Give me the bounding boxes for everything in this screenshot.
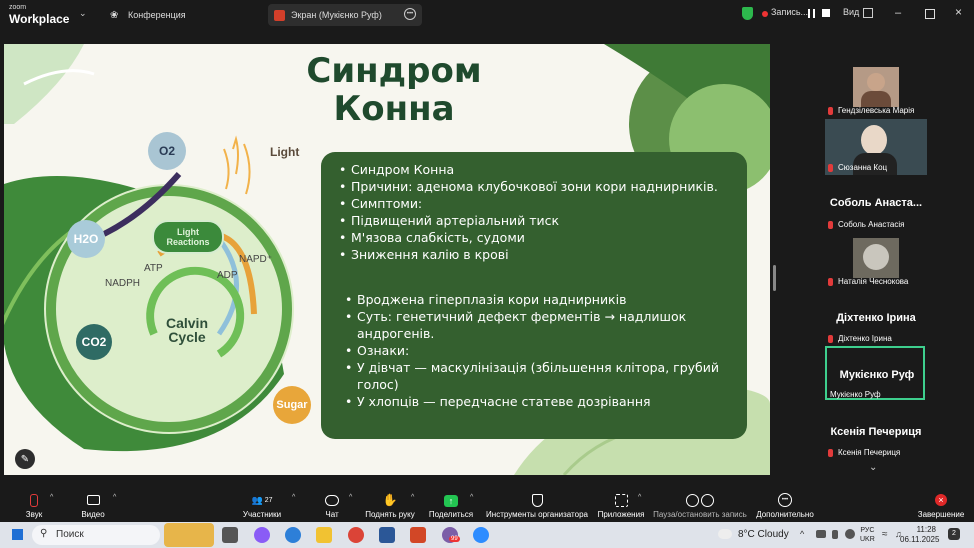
list-item: • Синдром Конна [337, 161, 737, 178]
search-icon: ⚲ [40, 528, 48, 539]
minimize-icon[interactable]: – [895, 7, 902, 19]
list-item: • Зниження калію в крові [337, 246, 737, 263]
search-box[interactable]: ⚲ Поиск [32, 525, 160, 545]
h2o-node: H2O [67, 220, 105, 258]
participant-video[interactable] [853, 67, 899, 107]
list-item: • Суть: генетичний дефект ферментів → надлишок андрогенів. [343, 308, 739, 342]
slide-title: Синдром Конна [306, 51, 482, 129]
title-bar [0, 0, 974, 30]
host-tools-button[interactable]: Инструменты организатора [488, 486, 586, 522]
copilot-icon[interactable] [254, 527, 270, 543]
more-button[interactable]: ••• Дополнительно [757, 486, 813, 522]
windows-start-icon[interactable] [12, 529, 23, 540]
chat-caret-icon[interactable]: ^ [349, 494, 353, 501]
share-caret-icon[interactable]: ^ [470, 494, 474, 501]
clock[interactable]: 11:28 06.11.2025 [900, 525, 940, 544]
mic-muted-icon [828, 107, 833, 115]
napd-label: NAPD⁺ [239, 254, 273, 265]
file-explorer-icon[interactable] [316, 527, 332, 543]
participants-icon: 👥 27 [251, 494, 273, 505]
video-options-caret-icon[interactable]: ^ [113, 494, 117, 501]
list-item: • Підвищений артеріальний тиск [337, 212, 737, 229]
mic-muted-icon [828, 164, 833, 172]
raise-hand-button[interactable]: ✋ Поднять руку [365, 493, 415, 519]
powerpoint-icon[interactable] [410, 527, 426, 543]
panel-resize-handle[interactable] [773, 265, 776, 291]
active-speaker-tile[interactable]: Мукієнко Руф Мукієнко Руф [825, 346, 925, 400]
apps-caret-icon[interactable]: ^ [638, 494, 642, 501]
bullet-list-hyperplasia [343, 291, 739, 410]
annotate-pencil-icon[interactable]: ✎ [15, 449, 35, 469]
record-dot-icon [762, 11, 768, 17]
audio-button[interactable]: Звук [22, 486, 46, 522]
participant-tile-name: Діхтенко Ірина [836, 312, 916, 324]
wifi-icon[interactable]: ≈ [882, 529, 888, 540]
meeting-toolbar [0, 486, 974, 522]
chevron-down-icon[interactable]: ⌄ [869, 462, 878, 473]
adp-label: ADP [217, 270, 238, 281]
list-item: • Симптоми: [337, 195, 737, 212]
language-indicator[interactable]: РУС UKR [860, 527, 875, 543]
restore-icon[interactable] [925, 9, 935, 19]
tray-chevron-icon[interactable]: ^ [800, 529, 805, 539]
search-highlight-image[interactable] [164, 523, 214, 547]
more-options-icon[interactable]: ••• [404, 8, 416, 20]
list-item: • М'язова слабкість, судоми [337, 229, 737, 246]
share-screen-icon: ↑ [444, 495, 458, 507]
apps-icon [613, 493, 629, 507]
recording-label: Запись... [771, 7, 809, 17]
bullet-list-conn [337, 161, 737, 263]
paw-icon: ❀ [110, 9, 119, 21]
participant-name: Соболь Анастасія [828, 220, 904, 229]
tab-screen-share[interactable]: Экран (Мукієнко Руф) ••• [268, 4, 422, 26]
edge-icon[interactable] [285, 527, 301, 543]
zoom-logo: zoom Workplace [9, 4, 70, 26]
participant-name: Сюзанна Коц [828, 163, 887, 172]
participant-tile-name: Соболь Анаста... [829, 197, 923, 209]
share-button[interactable]: ↑ Поделиться [428, 496, 474, 519]
more-icon: ••• [777, 493, 793, 507]
participant-name: Діхтенко Ірина [828, 334, 892, 343]
mic-muted-icon [828, 449, 833, 457]
chevron-down-icon[interactable]: ⌄ [79, 8, 87, 18]
light-reactions-node: Light Reactions [152, 220, 224, 254]
mic-muted-icon [828, 335, 833, 343]
participants-panel [780, 44, 974, 480]
grid-view-icon[interactable] [863, 8, 873, 18]
o2-node: O2 [148, 132, 186, 170]
end-meeting-button[interactable]: × Завершение [917, 495, 965, 519]
word-icon[interactable] [379, 527, 395, 543]
audio-options-caret-icon[interactable]: ^ [50, 494, 54, 501]
light-label: Light [270, 145, 300, 159]
co2-node: CO2 [76, 324, 112, 360]
list-item: • У дівчат — маскулінізація (збільшення клітора, грубий голос) [343, 359, 739, 393]
pause-stop-icon [684, 493, 716, 507]
mic-muted-icon [828, 221, 833, 229]
video-button[interactable]: Видео [80, 486, 106, 522]
tray-icon[interactable] [845, 529, 855, 539]
shield-icon [529, 493, 545, 507]
hand-icon: ✋ [382, 493, 398, 507]
task-view-icon[interactable] [222, 527, 238, 543]
weather-label[interactable]: 8°C Cloudy [738, 529, 789, 540]
notification-badge: 99 [451, 536, 458, 542]
windows-taskbar [0, 522, 974, 548]
sugar-node: Sugar [273, 386, 311, 424]
cloud-icon [718, 529, 732, 539]
apps-button[interactable]: Приложения [598, 486, 644, 522]
close-icon[interactable]: × [955, 5, 963, 19]
mic-icon[interactable] [832, 530, 838, 539]
participant-tile-name: Ксенія Печериця [830, 426, 922, 438]
presentation-icon [274, 10, 285, 21]
view-menu[interactable]: Вид [843, 7, 860, 17]
camera-icon [85, 493, 101, 507]
participant-name: Ксенія Печериця [828, 448, 900, 457]
tray-icon[interactable] [816, 530, 826, 538]
stop-icon[interactable] [822, 9, 830, 17]
list-item: • У хлопців — передчасне статеве дозрівання [343, 393, 739, 410]
participants-button[interactable]: 👥 27 Участники [242, 494, 282, 519]
participants-caret-icon[interactable]: ^ [292, 494, 296, 501]
chrome-icon[interactable] [348, 527, 364, 543]
chat-button[interactable]: Чат [322, 486, 342, 522]
zoom-app-icon[interactable] [473, 527, 489, 543]
list-item: • Вроджена гіперплазія кори наднирників [343, 291, 739, 308]
reactions-caret-icon[interactable]: ^ [411, 494, 415, 501]
mic-muted-icon [828, 278, 833, 286]
chat-icon [324, 493, 340, 507]
volume-icon[interactable]: ♫ [895, 529, 902, 539]
atp-label: ATP [144, 263, 163, 274]
participant-name: Наталія Чеснокова [828, 277, 908, 286]
content-box [321, 152, 747, 439]
notifications-icon[interactable]: 2 [948, 528, 960, 540]
end-call-icon: × [933, 493, 949, 507]
mic-muted-icon [26, 493, 42, 507]
pause-stop-record-button[interactable]: Пауза/остановить запись [655, 486, 745, 522]
tab-conference[interactable]: ❀ Конференция [110, 9, 186, 21]
shield-icon[interactable] [742, 7, 753, 20]
calvin-cycle-label: Calvin Cycle [165, 315, 208, 345]
nadph-label: NADPH [105, 278, 141, 289]
participant-video[interactable] [853, 238, 899, 278]
list-item: • Ознаки: [343, 342, 739, 359]
participant-name: Гендзілевська Марія [828, 106, 914, 115]
list-item: • Причини: аденома клубочкової зони кори наднирників. [337, 178, 737, 195]
pause-icon[interactable] [808, 9, 815, 18]
shared-slide [4, 44, 770, 475]
